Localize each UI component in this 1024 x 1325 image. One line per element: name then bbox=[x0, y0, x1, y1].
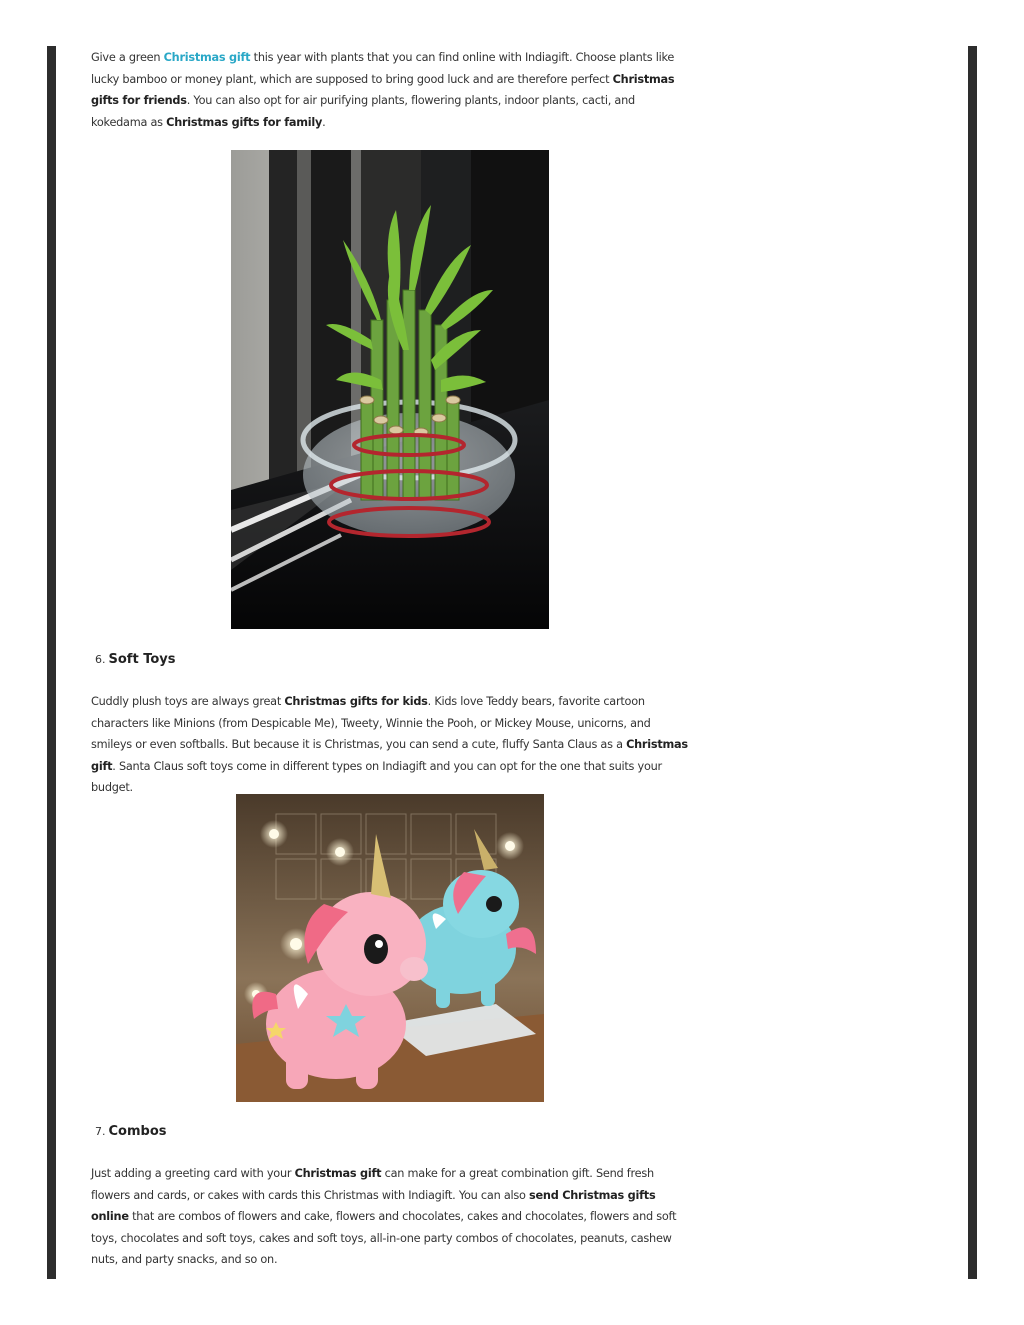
unicorn-plush-image bbox=[236, 794, 544, 1102]
text-run: . You can also opt for air purifying plants, flowering plants, indoor plants, cacti, and kokedama as bbox=[91, 94, 635, 129]
section-heading-soft-toys bbox=[95, 652, 175, 667]
intro-paragraph bbox=[91, 47, 691, 133]
left-border-bar bbox=[47, 46, 56, 1279]
text-run: this year with plants that you can find online with Indiagift. Choose plants like lucky bamboo or money plant, which are supposed to bring good luck and are therefore perfect bbox=[91, 51, 675, 86]
soft-toys-paragraph bbox=[91, 691, 691, 799]
right-border-bar bbox=[968, 46, 977, 1279]
inline-link[interactable]: Christmas gift bbox=[163, 51, 251, 64]
combos-paragraph bbox=[91, 1163, 691, 1271]
text-run: . bbox=[322, 115, 326, 129]
section-number: 6. bbox=[95, 653, 106, 666]
bold-phrase: Christmas gifts for family bbox=[166, 115, 323, 129]
text-run: Cuddly plush toys are always great bbox=[91, 695, 285, 708]
text-run: Give a green bbox=[91, 51, 164, 64]
text-run: can make for a great combination gift. Send fresh flowers and cards, or cakes with cards this Christmas with Indiagift. You can also bbox=[91, 1167, 654, 1202]
bold-phrase: Christmas gifts for friends bbox=[91, 72, 675, 108]
text-run: Just adding a greeting card with your bbox=[91, 1167, 295, 1180]
section-number: 7. bbox=[95, 1125, 106, 1138]
bold-phrase: Christmas gifts for kids bbox=[284, 695, 428, 708]
bold-phrase: send Christmas gifts online bbox=[91, 1188, 656, 1224]
text-run: . Santa Claus soft toys come in different types on Indiagift and you can opt for the one that suits your budget. bbox=[91, 759, 662, 795]
lucky-bamboo-image bbox=[231, 150, 549, 629]
section-title: Combos bbox=[108, 1124, 167, 1139]
text-run: that are combos of flowers and cake, flowers and chocolates, cakes and chocolates, flowers and soft toys, chocolates and soft toys, cakes and soft toys, all-in-one party combos of chocolates, peanuts, cashew nuts, and party snacks, and so on. bbox=[91, 1210, 677, 1267]
text-run: . Kids love Teddy bears, favorite cartoon characters like Minions (from Despicable Me), Tweety, Winnie the Pooh, or Mickey Mouse, unicorns, and smileys or even softballs. But because it is Christmas, you can send a cute, fluffy Santa Claus as a bbox=[91, 695, 651, 752]
bold-phrase: Christmas gift bbox=[294, 1167, 382, 1180]
bold-phrase: Christmas gift bbox=[91, 738, 688, 773]
section-heading-combos bbox=[95, 1124, 167, 1139]
section-title: Soft Toys bbox=[108, 652, 176, 667]
